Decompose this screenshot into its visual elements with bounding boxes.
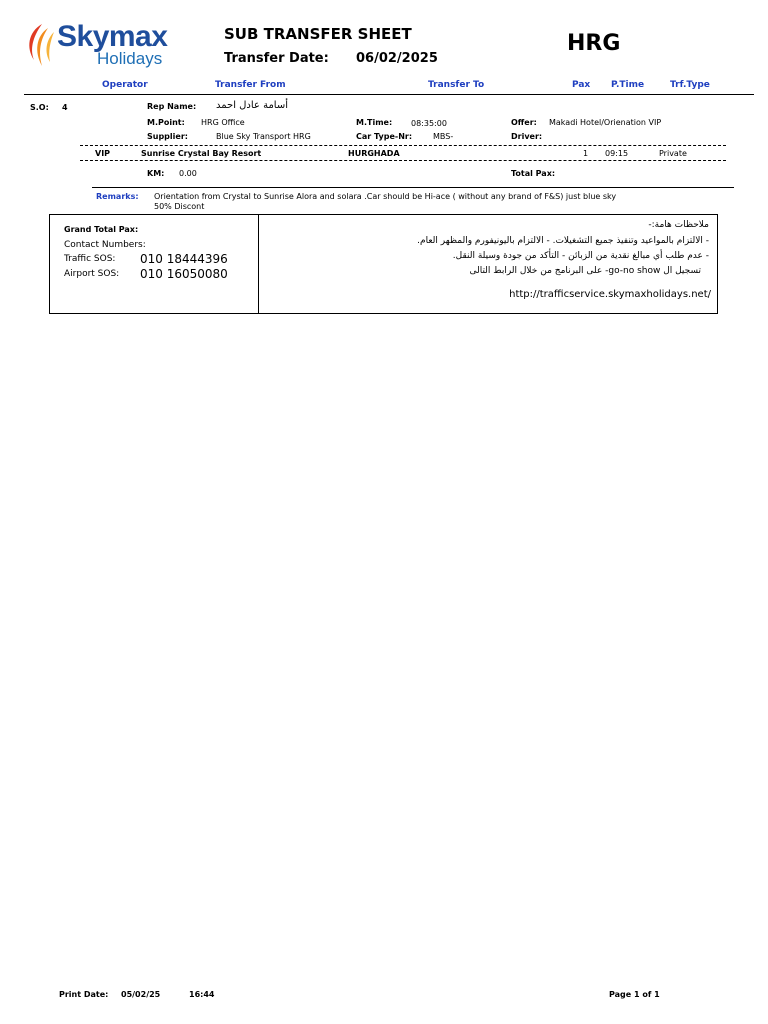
airport-sos-number: 010 16050080 bbox=[140, 267, 228, 281]
transfer-date-label: Transfer Date: bbox=[224, 51, 329, 66]
mpoint-label: M.Point: bbox=[147, 118, 185, 127]
airport-sos-label: Airport SOS: bbox=[64, 269, 120, 279]
rep-name-label: Rep Name: bbox=[147, 102, 197, 111]
so-value: 4 bbox=[62, 103, 68, 112]
contact-box bbox=[49, 214, 718, 314]
company-logo bbox=[24, 20, 204, 72]
header-divider bbox=[24, 94, 754, 95]
row-divider-bottom bbox=[80, 160, 726, 161]
col-pax: Pax bbox=[572, 80, 591, 90]
note-line-1: - الالتزام بالمواعيد وتنفيذ جميع التشغيلات. - الالتزام باليونيفورم والمظهر العام. bbox=[417, 236, 709, 246]
logo-sub-text: Holidays bbox=[97, 49, 163, 68]
remarks-divider bbox=[92, 187, 734, 188]
car-type-label: Car Type-Nr: bbox=[356, 132, 413, 141]
print-date-value: 05/02/25 bbox=[121, 990, 161, 999]
print-time-value: 16:44 bbox=[189, 990, 215, 999]
col-ptime: P.Time bbox=[611, 80, 645, 90]
page-title: SUB TRANSFER SHEET bbox=[224, 25, 412, 43]
col-transfer-to: Transfer To bbox=[428, 80, 485, 90]
row-transfer-from: Sunrise Crystal Bay Resort bbox=[141, 149, 262, 158]
mtime-value: 08:35:00 bbox=[411, 119, 447, 128]
supplier-value: Blue Sky Transport HRG bbox=[216, 132, 311, 141]
driver-label: Driver: bbox=[511, 132, 543, 141]
car-type-value: MBS- bbox=[433, 132, 454, 141]
col-operator: Operator bbox=[102, 80, 148, 90]
print-date-label: Print Date: bbox=[59, 990, 109, 999]
offer-label: Offer: bbox=[511, 118, 537, 127]
row-transfer-to: HURGHADA bbox=[348, 149, 400, 158]
contact-numbers-label: Contact Numbers: bbox=[64, 240, 146, 250]
page-number: Page 1 of 1 bbox=[609, 990, 660, 999]
notes-title: ملاحظات هامة:- bbox=[648, 220, 709, 230]
contact-box-divider bbox=[258, 215, 259, 313]
row-operator: VIP bbox=[95, 149, 111, 158]
transfer-date-value: 06/02/2025 bbox=[356, 51, 438, 66]
row-trf-type: Private bbox=[659, 149, 687, 158]
row-ptime: 09:15 bbox=[605, 149, 629, 158]
km-value: 0.00 bbox=[179, 169, 197, 178]
offer-value: Makadi Hotel/Orienation VIP bbox=[549, 118, 662, 127]
traffic-service-link[interactable]: http://trafficservice.skymaxholidays.net/ bbox=[509, 289, 711, 300]
col-transfer-from: Transfer From bbox=[215, 80, 286, 90]
supplier-label: Supplier: bbox=[147, 132, 188, 141]
row-divider-top bbox=[80, 145, 726, 146]
note-line-2: - عدم طلب أي مبالغ نقدية من الزبائن - التأكد من جودة وسيلة النقل. bbox=[452, 251, 709, 261]
remarks-line-2: 50% Discont bbox=[154, 202, 205, 211]
mtime-label: M.Time: bbox=[356, 118, 393, 127]
so-label: S.O: bbox=[30, 103, 49, 112]
logo-brand-text: Skymax bbox=[57, 20, 168, 53]
rep-name-value: أسامة عادل احمد bbox=[216, 100, 289, 111]
logo-swirl-icon bbox=[24, 22, 58, 70]
traffic-sos-label: Traffic SOS: bbox=[64, 254, 116, 264]
total-pax-label: Total Pax: bbox=[511, 169, 556, 178]
note-line-3: تسجيل ال go-no show- على البرنامج من خلال الرابط التالى bbox=[469, 266, 701, 276]
col-trf-type: Trf.Type bbox=[670, 80, 710, 90]
traffic-sos-number: 010 18444396 bbox=[140, 252, 228, 266]
remarks-line-1: Orientation from Crystal to Sunrise Alora and solara .Car should be Hi-ace ( without any brand of F&S) just blue sky bbox=[154, 192, 617, 201]
row-pax: 1 bbox=[583, 149, 589, 158]
station-code: HRG bbox=[567, 31, 621, 56]
remarks-label: Remarks: bbox=[96, 192, 139, 201]
grand-total-pax-label: Grand Total Pax: bbox=[64, 225, 139, 234]
km-label: KM: bbox=[147, 169, 165, 178]
mpoint-value: HRG Office bbox=[201, 118, 245, 127]
